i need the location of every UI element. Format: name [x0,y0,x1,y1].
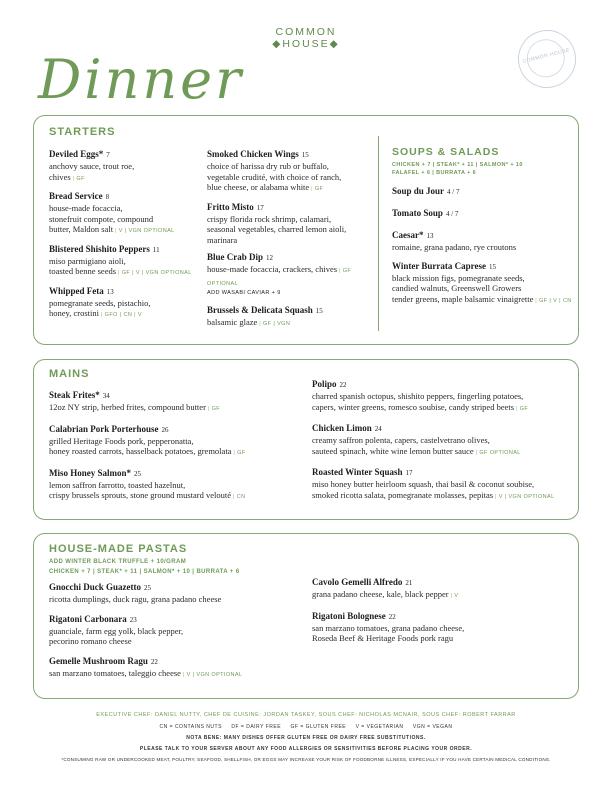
menu-item-desc-text: blue cheese, or alabama white [207,182,310,192]
menu-item-name-line [49,190,209,203]
pastas-col-2 [312,576,574,652]
menu-item-desc-text: choice of harissa dry rub or buffalo, [207,161,329,171]
menu-item-name-line [312,378,574,391]
menu-item-desc [49,446,309,459]
menu-item-name-line [49,389,309,402]
menu-item-price: 13 [426,232,434,240]
menu-item-desc [312,633,574,644]
menu-item-name: Rigatoni Bolognese [312,610,386,621]
menu-item-tags: V | VGN OPTIONAL [118,228,175,234]
menu-item-name: Miso Honey Salmon* [49,467,132,478]
menu-item-desc [312,402,574,415]
menu-item-desc-text: charred spanish octopus, shishito peppers, fingerling potatoes, [312,391,524,401]
menu-item-desc-text: grilled Heritage Foods pork, pepperonatta, [49,435,194,446]
menu-item-price: 22 [150,657,158,666]
menu-item-price: 26 [161,425,169,434]
menu-item-price: 25 [144,584,151,592]
stamp-text: COMMON HOUSE [522,47,571,65]
menu-item-tags: GF [314,186,324,192]
pastas-addon-2: CHICKEN + 7 | STEAK* + 11 | SALMON* + 10 | BURRATA + 6 [49,569,240,575]
menu-item-desc-text: chives [49,171,71,182]
menu-item-price: 22 [339,381,347,389]
menu-item-desc-text: anchovy sauce, trout roe, [49,161,135,171]
menu-item-desc [392,242,572,253]
menu-item-price: 15 [489,262,496,271]
menu-item-tags: GF [237,450,246,456]
tag-separator: | [493,493,499,500]
menu-item-desc [49,214,209,225]
menu-item-name: Blistered Shishito Peppers [49,243,150,254]
menu-item-desc [392,294,572,307]
pastas-title: HOUSE-MADE PASTAS [49,543,188,555]
menu-item-name: Tomato Soup [392,208,443,218]
menu-item-desc [49,266,209,279]
menu-item-name-line [392,207,572,220]
menu-item-name-line [49,655,309,668]
starters-col-1 [49,148,209,327]
menu-item-price: 17 [256,203,264,212]
menu-item-name-line [312,466,574,479]
menu-item-name: Soup du Jour [392,186,445,196]
menu-item-desc-text: miso honey butter heirloom squash, thai basil & coconut soubise, [312,479,535,489]
menu-item-price: 13 [106,287,114,296]
footer-legend: CN = CONTAINS NUTS DF = DAIRY FREE GF = GLUTEN FREE V = VEGETARIAN VGN = VEGAN [159,724,453,730]
menu-item-desc-text: vegetable crudité, with choice of ranch, [207,171,342,182]
tag-separator: | [257,321,263,327]
menu-item-price: 12 [266,254,274,262]
menu-item-desc-text: creamy saffron polenta, capers, castelvetrano olives, [312,435,490,445]
menu-item-name: Gnocchi Duck Guazetto [49,582,141,592]
menu-item-desc [207,172,375,183]
menu-item-name-line [207,148,375,161]
pastas-section [33,533,579,699]
menu-item-name-line [392,260,572,273]
menu-item-name-line [49,148,209,161]
menu-item-desc-text: romaine, grana padano, rye croutons [392,242,517,252]
footer-allergy: PLEASE TALK TO YOUR SERVER ABOUT ANY FOOD ALLERGIES OR SENSITIVITIES BEFORE PLACING YOUR ORDER. [139,746,473,752]
menu-item-desc [49,626,309,637]
menu-item-name: Chicken Limon [312,423,372,433]
soups-addon-1: CHICKEN + 7 | STEAK* + 11 | SALMON* + 10 [392,162,523,168]
menu-item-desc-text: honey, crostini [49,308,99,318]
menu-item-desc-text: ricotta dumplings, duck ragu, grana padano cheese [49,594,222,604]
menu-item-name: Caesar* [392,230,424,240]
menu-item [49,285,209,321]
menu-item-name-line [49,285,209,298]
menu-item-desc [207,224,375,235]
menu-item-desc [49,402,309,415]
menu-item-desc [312,446,574,459]
menu-item-desc [312,391,574,402]
menu-item [49,389,309,415]
pastas-col-1 [49,581,309,688]
menu-item-name-line [312,610,574,623]
menu-item-tags: V | VGN OPTIONAL [186,671,243,678]
tag-separator: | [533,297,540,304]
menu-item-desc-text: marinara [207,234,238,245]
menu-item-desc [49,490,309,503]
menu-item-desc [49,668,309,681]
menu-item-desc [312,435,574,446]
menu-item-desc [392,283,572,294]
menu-item [207,251,375,298]
menu-item-desc-text: black mission figs, pomegranate seeds, [392,272,525,283]
menu-item-desc [49,161,209,172]
mains-col-1 [49,389,309,511]
menu-item-desc-text: smoked ricotta salata, pomegranate molasses, pepitas [312,489,494,500]
menu-item-price: 8 [105,193,110,201]
menu-item-desc [49,256,209,267]
menu-item-desc-text: san marzano tomatoes, grana padano cheese, [312,622,465,633]
menu-item [49,613,309,647]
menu-item-name: Blue Crab Dip [207,252,264,262]
menu-item-desc [207,235,375,246]
menu-item-price: 21 [405,579,413,587]
menu-item-name-line [207,304,375,317]
menu-item-desc-text: pecorino romano cheese [49,636,132,646]
menu-item-desc-text: 12oz NY strip, herbed frites, compound butter [49,402,206,412]
menu-item-name-line [49,467,309,480]
menu-item [312,422,574,458]
menu-item-name: Roasted Winter Squash [312,467,403,477]
menu-item [312,576,574,602]
tag-separator: | [448,593,455,599]
menu-item-desc-text: sauteed spinach, white wine lemon butter sauce [312,445,474,456]
tag-separator: | [70,175,77,182]
menu-item-name-line [49,613,309,626]
menu-item-desc-text: candied walnuts, Greenswell Growers [392,283,522,293]
tag-separator: | [98,312,105,318]
menu-item-desc [49,308,209,321]
soups-col [392,146,572,313]
menu-item-name: Smoked Chicken Wings [207,149,299,159]
menu-item-name: Winter Burrata Caprese [392,260,486,271]
menu-item-desc-text: lemon saffron farrotto, toasted hazelnut, [49,479,186,490]
menu-item-tags: GF | VGN [262,321,291,327]
menu-item-name-line [392,185,572,198]
menu-item-desc [207,317,375,330]
menu-item [49,148,209,184]
menu-item-name-line [49,243,209,256]
tag-separator: | [231,494,237,500]
menu-item [49,655,309,681]
menu-item-tags: V | VGN OPTIONAL [498,493,555,500]
menu-item-price: 15 [301,151,309,159]
menu-item-name: Whipped Feta [49,285,104,296]
mains-section [33,359,579,520]
menu-item-desc-text: seasonal vegetables, charred lemon aioli, [207,224,347,234]
tag-separator: | [116,270,122,276]
menu-item [207,201,375,246]
menu-item-desc-text: grana padano cheese, kale, black pepper [312,589,449,599]
footer-warning: *CONSUMING RAW OR UNDERCOOKED MEAT, POULTRY, SEAFOOD, SHELLFISH, OR EGGS MAY INCREASE YOUR RISK OF FOODBORNE ILLNESS, ESPECIALLY IF YOU HAVE CERTAIN MEDICAL CONDITIONS. [61,757,551,762]
tag-separator: | [337,268,343,274]
soups-items [392,185,572,306]
starters-section [33,115,579,345]
menu-item-price: 34 [102,392,110,400]
menu-item-tags: GF OPTIONAL [207,268,352,287]
page-title: Dinner [38,48,244,111]
menu-item-name-line [207,251,375,264]
menu-item [207,148,375,195]
tag-separator: | [514,405,520,412]
menu-item-name-line [207,201,375,214]
tag-separator: | [309,186,315,192]
menu-item [49,467,309,503]
menu-item-desc [312,623,574,634]
menu-item-name: Brussels & Delicata Squash [207,305,313,315]
menu-item-price: 7 [106,151,110,159]
menu-item-price: 15 [315,307,323,315]
menu-item [312,610,574,644]
starters-col-2 [207,148,375,336]
menu-item-desc-text: crispy florida rock shrimp, calamari, [207,213,332,224]
menu-item-desc [207,214,375,225]
menu-item-desc [49,480,309,491]
mains-col-2 [312,378,574,510]
brand-line-2: ◆HOUSE◆ [272,38,340,50]
menu-item-tags: V [454,593,459,599]
menu-item-tags: GF [76,175,85,182]
menu-item-price: 17 [405,469,413,477]
menu-item-name: Steak Frites* [49,390,100,400]
menu-item [312,466,574,502]
mains-title: MAINS [49,368,90,380]
menu-item [312,378,574,414]
menu-item-desc [207,182,375,195]
menu-item [49,581,309,605]
menu-item-desc [49,298,209,309]
starters-divider [378,136,379,331]
menu-item-desc-text: butter, Maldon salt [49,224,114,234]
menu-item [392,229,572,253]
menu-item-name: Gemelle Mushroom Ragu [49,655,148,666]
menu-item-tags: GF [211,406,221,412]
menu-item-desc-text: crispy brussels sprouts, stone ground mustard velouté [49,490,232,500]
menu-item-desc [312,589,574,602]
menu-item-name-line [312,422,574,435]
menu-item-price: 23 [129,615,137,624]
menu-item [49,243,209,279]
menu-item-desc-text: house-made focaccia, [49,203,123,213]
menu-item-desc [49,636,309,647]
menu-item-desc [49,203,209,214]
menu-item-price: 22 [388,612,396,621]
tag-separator: | [180,671,187,678]
pastas-addon-1: ADD WINTER BLACK TRUFFLE + 10/GRAM [49,559,187,565]
menu-item-name-line [49,423,309,436]
menu-item-name: Rigatoni Carbonara [49,613,127,624]
menu-item-name: Bread Service [49,191,103,201]
menu-item-price: 24 [374,425,382,433]
menu-item-addon: ADD WASABI CAVIAR + 9 [207,290,281,296]
tag-separator: | [473,449,480,456]
menu-item-desc [207,161,375,172]
menu-item-price: 11 [152,245,160,254]
soups-title: SOUPS & SALADS [392,146,500,158]
menu-item-price: 4 / 7 [447,188,460,196]
menu-item-desc-text: capers, winter greens, romesco soubise, candy striped beets [312,401,515,412]
menu-item [49,423,309,459]
menu-item-tags: CN [236,494,246,500]
menu-item-name-line [392,229,572,242]
menu-item-name: Polipo [312,379,337,389]
menu-item-desc-text: pomegranate seeds, pistachio, [49,297,151,308]
menu-item-name: Calabrian Pork Porterhouse [49,423,159,434]
menu-item-desc-text: guanciale, farm egg yolk, black pepper, [49,625,184,636]
menu-item-tags: GF | V | VGN OPTIONAL [121,270,192,276]
menu-item-desc [392,273,572,284]
menu-item-desc [49,594,309,605]
menu-item-desc-text: miso parmigiano aioli, [49,255,126,266]
menu-item [392,185,572,198]
menu-item-desc [312,479,574,490]
menu-item-tags: GF OPTIONAL [479,449,521,456]
tag-separator: | [231,450,238,456]
menu-item [207,304,375,330]
menu-item-desc [49,172,209,185]
menu-item-desc-text: stonefruit compote, compound [49,213,154,224]
menu-item-price: 4 / 7 [445,210,459,218]
starters-title: STARTERS [49,126,116,138]
menu-item-tags: GFO | CN | V [104,312,142,318]
menu-item-desc-text: toasted benne seeds [49,266,117,276]
menu-item-desc-text: san marzano tomatoes, taleggio cheese [49,667,181,678]
menu-item-desc-text: tender greens, maple balsamic vinaigrette [392,293,534,304]
menu-item-desc-text: house-made focaccia, crackers, chives [207,264,338,274]
menu-item-price: 25 [134,469,142,478]
brand-line-1: COMMON [275,26,337,38]
menu-item [392,260,572,307]
menu-item-name-line [49,581,309,594]
tag-separator: | [205,406,212,412]
menu-item-desc [49,224,209,237]
menu-item [49,190,209,237]
menu-item [392,207,572,220]
menu-item-name: Cavolo Gemelli Alfredo [312,577,403,587]
menu-item-desc [312,490,574,503]
menu-item-tags: GF | V | CN [539,297,572,304]
menu-item-tags: GF [519,405,529,412]
tag-separator: | [113,228,119,234]
brand-line-2-text: HOUSE [282,38,330,50]
soups-addon-2: FALAFEL + 6 | BURRATA + 6 [392,170,477,176]
menu-item-desc [49,436,309,447]
menu-item-name: Deviled Eggs* [49,149,104,159]
menu-item-desc-text: balsamic glaze [207,317,258,327]
menu-item-desc-text: honey roasted carrots, hasselback potatoes, gremolata [49,446,232,456]
menu-item-name: Fritto Misto [207,201,254,212]
menu-item-desc-text: Roseda Beef & Heritage Foods pork ragu [312,633,454,643]
footer-chefs: EXECUTIVE CHEF: DANIEL NUTTY, CHEF DE CUISINE: JORDAN TASKEY, SOUS CHEF: NICHOLAS MCNAIR, SOUS CHEF: ROBERT FARRAR [96,712,516,718]
menu-item-desc [207,264,375,289]
menu-item-name-line [312,576,574,589]
footer-nota: NOTA BENE: MANY DISHES OFFER GLUTEN FREE OR DAIRY FREE SUBSTITUTIONS. [186,735,426,741]
